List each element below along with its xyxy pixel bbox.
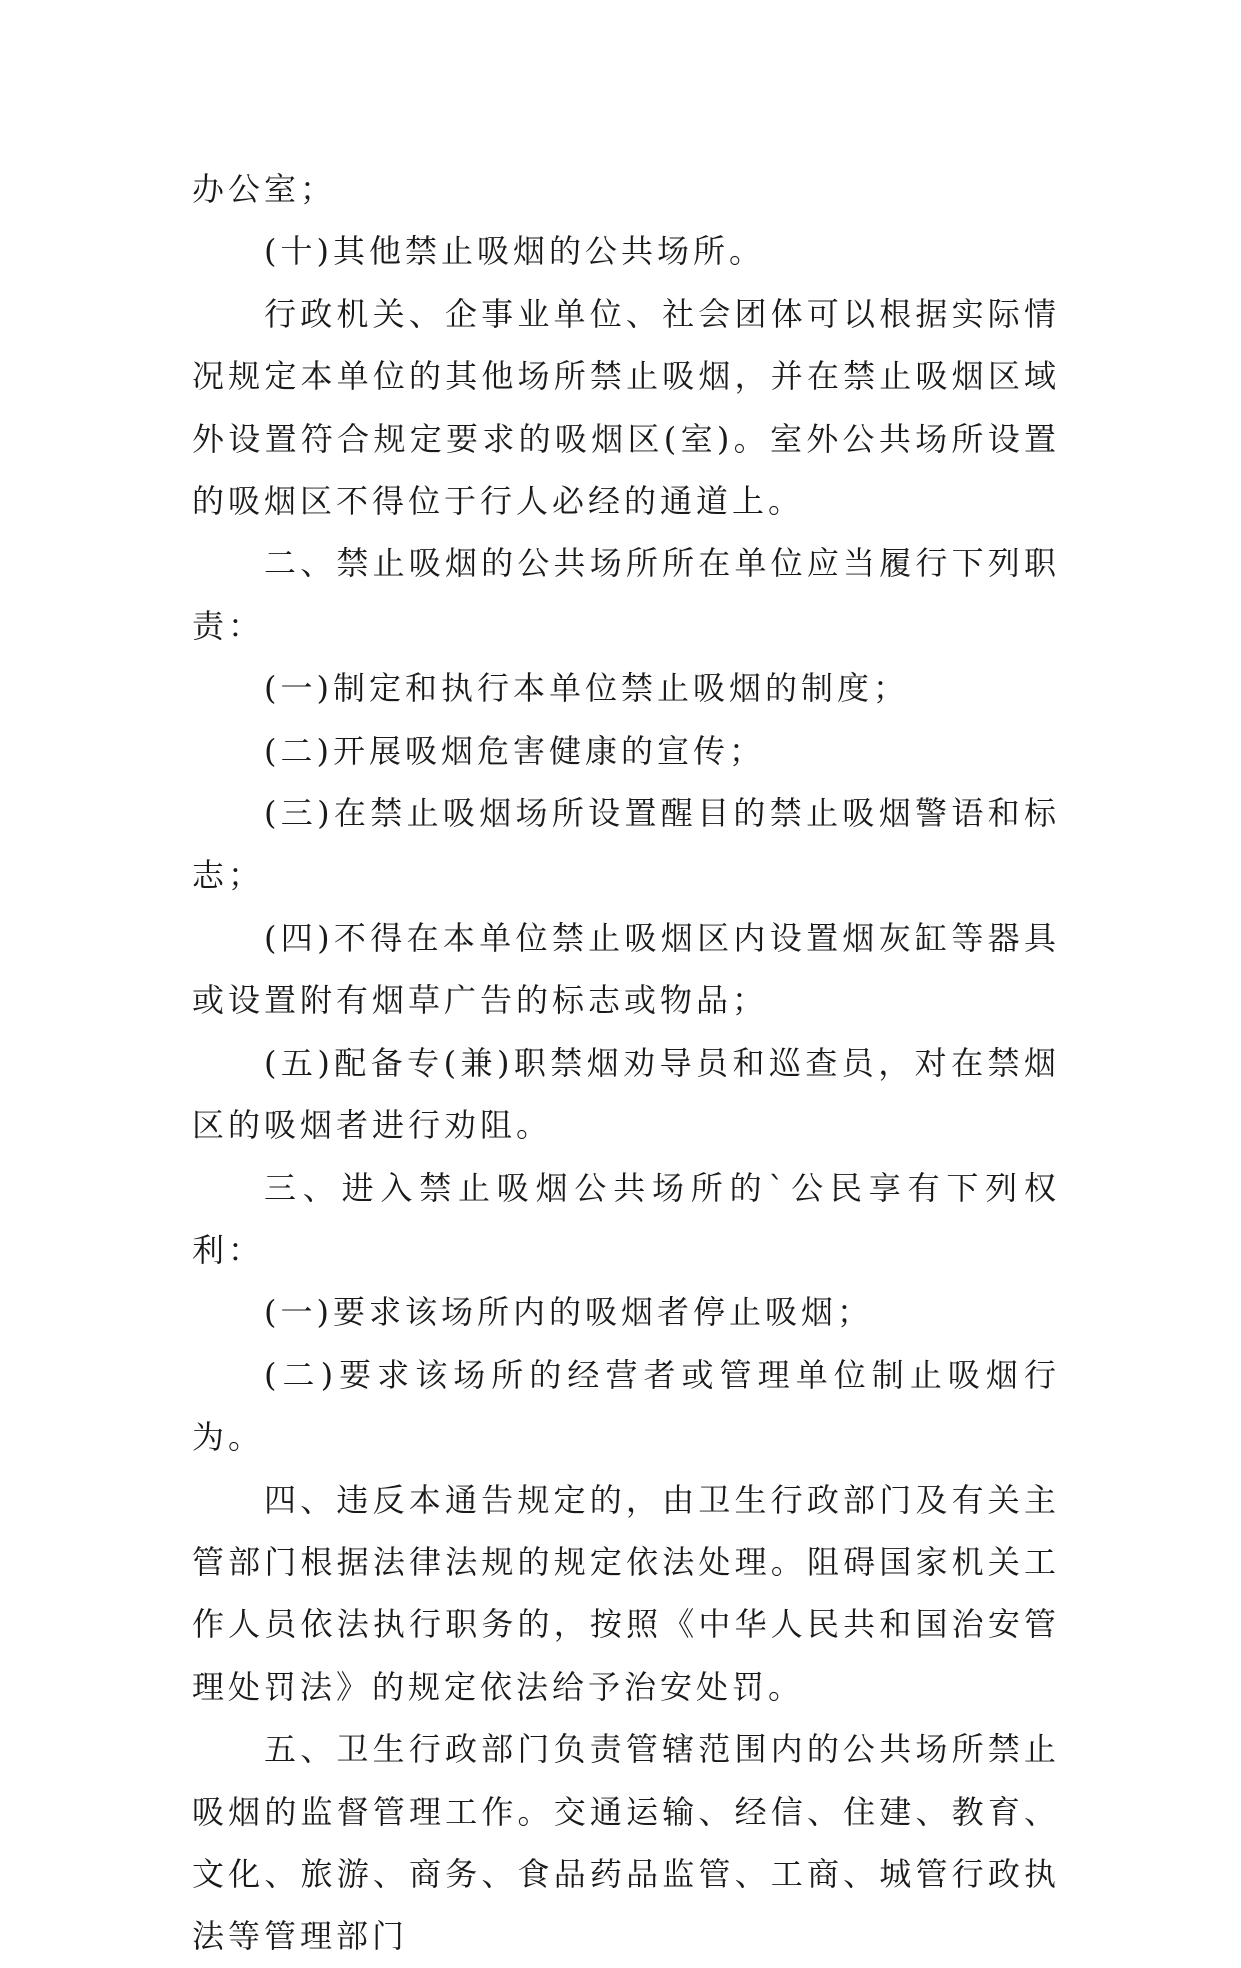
list-item-ten: (十)其他禁止吸烟的公共场所。 [264, 232, 765, 271]
duty-item-4: (四)不得在本单位禁止吸烟区内设置烟灰缸等器具或设置附有烟草广告的标志或物品； [192, 918, 1060, 1020]
section-three-heading: 三、进入禁止吸烟公共场所的`公民享有下列权利： [192, 1168, 1060, 1269]
section-five-paragraph: 五、卫生行政部门负责管辖范围内的公共场所禁止吸烟的监督管理工作。交通运输、经信、住建、教育、文化、旅游、商务、食品药品监管、工商、城管行政执法等管理部门 [192, 1730, 1060, 1956]
duty-item-2: (二)开展吸烟危害健康的宣传； [264, 731, 765, 770]
document-body [192, 158, 1060, 1968]
right-item-2: (二)要求该场所的经营者或管理单位制止吸烟行为。 [192, 1355, 1060, 1457]
right-item-1: (一)要求该场所内的吸烟者停止吸烟； [264, 1293, 873, 1332]
paragraph-smoking-areas: 行政机关、企事业单位、社会团体可以根据实际情况规定本单位的其他场所禁止吸烟，并在禁止吸烟区域外设置符合规定要求的吸烟区(室)。室外公共场所设置的吸烟区不得位于行人必经的通道上。 [192, 294, 1060, 521]
duty-item-1: (一)制定和执行本单位禁止吸烟的制度； [264, 669, 909, 708]
section-two-heading: 二、禁止吸烟的公共场所所在单位应当履行下列职责： [192, 544, 1060, 645]
duty-item-3: (三)在禁止吸烟场所设置醒目的禁止吸烟警语和标志； [192, 794, 1060, 895]
section-four-paragraph: 四、违反本通告规定的，由卫生行政部门及有关主管部门根据法律法规的规定依法处理。阻碍国家机关工作人员依法执行职务的，按照《中华人民共和国治安管理处罚法》的规定依法给予治安处罚。 [192, 1480, 1060, 1706]
duty-item-5: (五)配备专(兼)职禁烟劝导员和巡查员，对在禁烟区的吸烟者进行劝阻。 [192, 1043, 1060, 1145]
paragraph-continuation: 办公室； [192, 170, 337, 208]
